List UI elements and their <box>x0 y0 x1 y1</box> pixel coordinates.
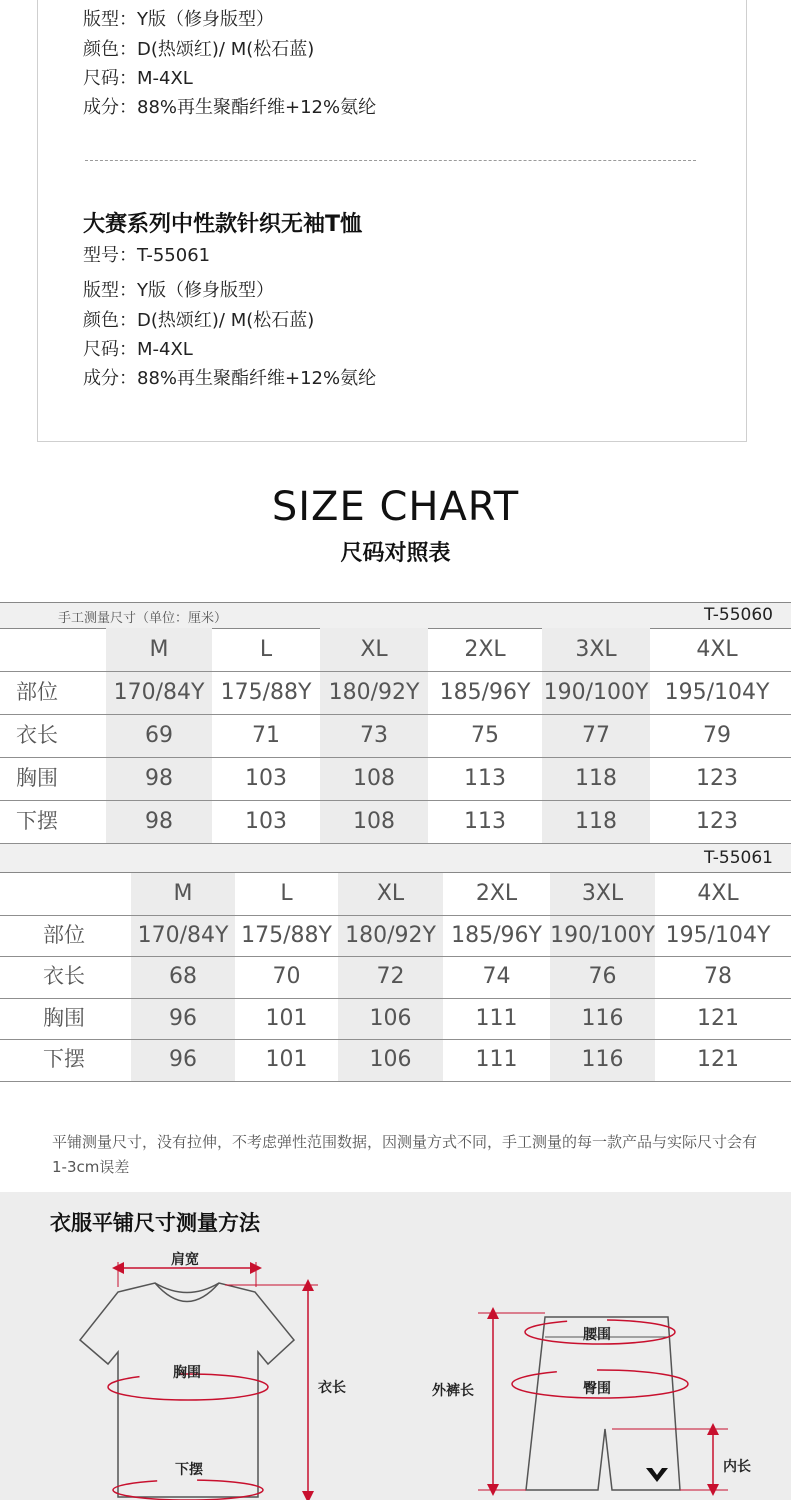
hem-label: 下摆 <box>175 1462 203 1478</box>
size-header-cell: 3XL <box>581 881 624 906</box>
table-cell: 75 <box>471 723 499 748</box>
size-header-cell: 2XL <box>475 881 518 906</box>
length-label: 衣长 <box>318 1380 346 1396</box>
size-header-cell: XL <box>376 881 405 906</box>
size-chart-subtitle: 尺码对照表 <box>340 541 451 566</box>
size-table-t55061 <box>0 873 791 1081</box>
table-cell: 170/84Y <box>113 680 205 705</box>
table-cell: 98 <box>145 766 173 791</box>
table-row <box>0 714 791 758</box>
table-cell: 70 <box>272 964 301 990</box>
product2-size: 尺码：M-4XL <box>83 339 193 360</box>
size-header-cell: 4XL <box>696 637 738 662</box>
table-cell: 123 <box>696 766 738 791</box>
table-cell: 103 <box>245 766 287 791</box>
table-cell: 185/96Y <box>451 922 542 948</box>
product2-model: 型号：T-55061 <box>83 245 211 266</box>
row-label: 部位 <box>43 922 85 947</box>
table-cell: 108 <box>353 766 395 791</box>
measurement-note: 平铺测量尺寸，没有拉伸，不考虑弹性范围数据，因测量方式不同，手工测量的每一款产品与实际尺寸会有1-3cm误差 <box>52 1133 758 1176</box>
product2-color: 颜色：D(热颂红)/ M(松石蓝) <box>83 310 315 331</box>
table-cell: 195/104Y <box>665 922 771 948</box>
row-label: 下摆 <box>16 809 58 833</box>
size-header-cell: 3XL <box>575 637 617 662</box>
table-cell: 101 <box>265 1047 308 1073</box>
table-cell: 68 <box>169 964 197 990</box>
table-row <box>0 800 791 844</box>
size-header-cell: L <box>259 637 273 662</box>
table-cell: 113 <box>464 809 506 834</box>
table-cell: 111 <box>475 1047 518 1073</box>
row-label: 胸围 <box>16 766 58 790</box>
table1-header-note: 手工测量尺寸（单位：厘米） <box>58 611 228 626</box>
table-cell: 116 <box>581 1005 624 1031</box>
table-cell: 175/88Y <box>220 680 312 705</box>
measurement-diagram <box>0 1192 791 1500</box>
chest-label: 胸围 <box>173 1365 201 1381</box>
table-cell: 175/88Y <box>241 922 332 948</box>
size-table-t55060 <box>0 628 791 840</box>
table1-model: T-55060 <box>703 605 773 625</box>
table-cell: 79 <box>703 723 731 748</box>
product2-title: 大赛系列中性款针织无袖T恤 <box>83 212 363 237</box>
row-label: 衣长 <box>16 723 58 747</box>
product1-color: 颜色：D(热颂红)/ M(松石蓝) <box>83 39 315 60</box>
row-label: 衣长 <box>43 964 85 989</box>
table-cell: 96 <box>169 1005 197 1031</box>
size-header-cell: 2XL <box>464 637 506 662</box>
table-cell: 96 <box>169 1047 197 1073</box>
table-cell: 121 <box>697 1005 739 1031</box>
table-cell: 180/92Y <box>328 680 420 705</box>
product1-fit: 版型：Y版（修身版型） <box>83 9 274 30</box>
table-cell: 170/84Y <box>137 922 229 948</box>
table-cell: 76 <box>588 964 617 990</box>
table2-size-header-row <box>0 873 791 916</box>
table-cell: 72 <box>376 964 405 990</box>
row-label: 胸围 <box>43 1005 85 1030</box>
row-label: 下摆 <box>43 1047 85 1072</box>
shoulder-label: 肩宽 <box>171 1252 199 1268</box>
table-row <box>0 956 791 999</box>
table-cell: 195/104Y <box>664 680 770 705</box>
product2-material: 成分：88%再生聚酯纤维+12%氨纶 <box>83 368 377 389</box>
table-row <box>0 1039 791 1082</box>
table-cell: 121 <box>697 1047 739 1073</box>
table-cell: 71 <box>252 723 280 748</box>
table-cell: 190/100Y <box>550 922 655 948</box>
table-cell: 106 <box>369 1005 412 1031</box>
table1-header-bar <box>0 602 791 629</box>
hip-label: 臀围 <box>583 1381 611 1397</box>
table2-header-bar <box>0 844 791 873</box>
table-cell: 116 <box>581 1047 624 1073</box>
table-cell: 118 <box>575 809 617 834</box>
table-row <box>0 998 791 1041</box>
inseam-label: 内长 <box>723 1459 751 1475</box>
table-cell: 77 <box>582 723 610 748</box>
table-cell: 98 <box>145 809 173 834</box>
size-header-cell: XL <box>360 637 388 662</box>
size-header-cell: M <box>173 881 193 906</box>
table-cell: 185/96Y <box>439 680 531 705</box>
product1-material: 成分：88%再生聚酯纤维+12%氨纶 <box>83 97 377 118</box>
dashed-divider <box>85 160 696 161</box>
table2-model: T-55061 <box>703 848 773 868</box>
table-cell: 108 <box>353 809 395 834</box>
table-row <box>0 757 791 801</box>
outer-length-label: 外裤长 <box>432 1383 474 1399</box>
table-cell: 106 <box>369 1047 412 1073</box>
size-header-cell: L <box>280 881 293 906</box>
table-cell: 190/100Y <box>543 680 649 705</box>
size-header-cell: M <box>149 637 169 662</box>
table-cell: 111 <box>475 1005 518 1031</box>
row-label: 部位 <box>16 680 58 704</box>
product1-size: 尺码：M-4XL <box>83 68 193 89</box>
table-cell: 101 <box>265 1005 308 1031</box>
product2-fit: 版型：Y版（修身版型） <box>83 280 274 301</box>
measurement-guide-title: 衣服平铺尺寸测量方法 <box>50 1211 260 1235</box>
table-cell: 118 <box>575 766 617 791</box>
table-row <box>0 915 791 958</box>
table-cell: 74 <box>482 964 511 990</box>
size-chart-title: SIZE CHART <box>271 484 520 530</box>
table1-size-header-row <box>0 628 791 672</box>
waist-label: 腰围 <box>583 1327 611 1343</box>
table-cell: 113 <box>464 766 506 791</box>
table-row <box>0 671 791 715</box>
table-cell: 103 <box>245 809 287 834</box>
table-cell: 69 <box>145 723 173 748</box>
table-cell: 73 <box>360 723 388 748</box>
table-cell: 78 <box>704 964 732 990</box>
table-cell: 123 <box>696 809 738 834</box>
table-cell: 180/92Y <box>345 922 436 948</box>
size-header-cell: 4XL <box>697 881 739 906</box>
